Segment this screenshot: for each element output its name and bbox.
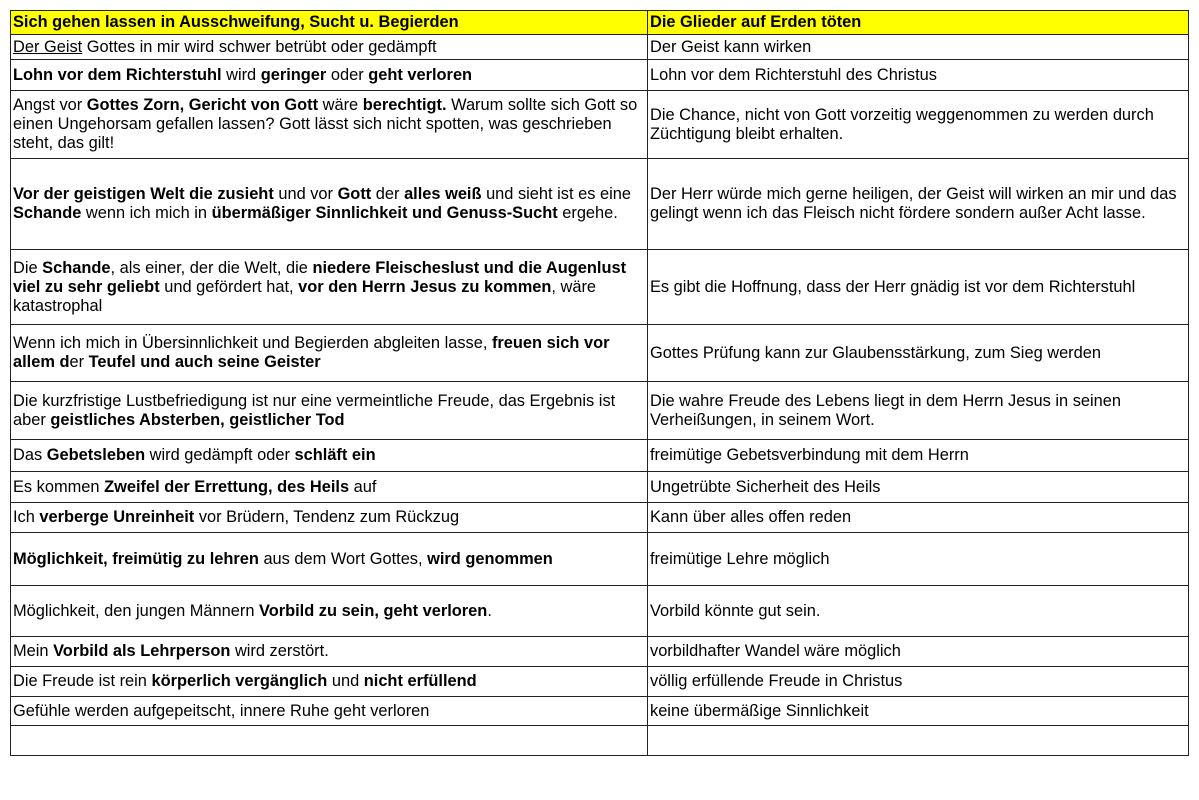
cell-text-segment: geistliches Absterben, geistlicher Tod <box>50 410 345 429</box>
cell-text-segment: Möglichkeit, den jungen Männern <box>13 601 260 620</box>
cell-text-segment: Der Herr würde mich gerne heiligen, der Geist will wirken an mir und das gelingt wenn ich das Fleisch nicht fördere sondern außer Acht lasse. <box>650 185 1177 222</box>
cell-text-segment: , als einer, der die Welt, die <box>110 258 313 277</box>
cell-text-segment: schläft ein <box>294 446 376 464</box>
table-cell-right[interactable] <box>648 35 1189 60</box>
cell-text-segment: berechtigt. <box>362 96 447 114</box>
cell-text-segment: nicht erfüllend <box>363 672 477 690</box>
cell-text-segment: Schande <box>13 204 82 222</box>
table-row <box>11 325 1189 382</box>
cell-text-segment: geht verloren <box>368 65 473 84</box>
cell-text-segment: Teufel und auch seine Geister <box>88 353 321 371</box>
cell-text-segment: verberge Unreinheit <box>39 508 195 526</box>
table-row <box>11 533 1189 586</box>
table-cell-right[interactable] <box>648 91 1189 159</box>
table-cell-left[interactable] <box>11 472 648 503</box>
cell-text-segment: Kann über alles offen reden <box>650 508 852 526</box>
cell-text-segment: vorbildhafter Wandel wäre möglich <box>650 642 901 660</box>
header-cell-right[interactable]: Die Glieder auf Erden töten <box>648 11 1189 35</box>
cell-text-segment: Schande <box>42 258 111 277</box>
table-cell-left[interactable] <box>11 667 648 697</box>
cell-text-segment: vor den Herrn Jesus zu kommen <box>298 277 552 296</box>
cell-text-segment: . <box>487 601 492 620</box>
table-row <box>11 250 1189 325</box>
cell-text-segment: völlig erfüllende Freude in Christus <box>650 672 903 690</box>
cell-text-segment: geringer <box>260 65 327 84</box>
table-cell-left[interactable] <box>11 60 648 91</box>
table-cell-right[interactable] <box>648 637 1189 667</box>
cell-text-segment: wird gedämpft oder <box>145 446 295 464</box>
cell-text-segment: Mein <box>13 642 54 660</box>
spreadsheet-sheet <box>10 10 1188 756</box>
cell-text-segment: oder <box>326 65 369 84</box>
cell-text-segment: Der Geist <box>13 37 83 56</box>
table-cell-left[interactable] <box>11 159 648 250</box>
header-row <box>11 11 1189 35</box>
cell-text-segment: Vorbild als Lehrperson <box>53 642 231 660</box>
cell-text-segment: Die Freude ist rein <box>13 672 152 690</box>
table-row <box>11 697 1189 726</box>
table-row <box>11 726 1189 756</box>
table-cell-left[interactable] <box>11 533 648 586</box>
cell-text-segment: Lohn vor dem Richterstuhl <box>13 65 222 84</box>
cell-text-segment: auf <box>349 477 377 496</box>
table-row <box>11 159 1189 250</box>
cell-text-segment: und sieht ist es eine <box>481 185 631 203</box>
cell-text-segment: alles weiß <box>404 185 482 203</box>
table-cell-left[interactable] <box>11 726 648 756</box>
cell-text-segment: Vorbild könnte gut sein. <box>650 601 821 620</box>
cell-text-segment: Vorbild zu sein, geht verloren <box>259 601 488 620</box>
cell-text-segment: Gefühle werden aufgepeitscht, innere Ruhe geht verloren <box>13 701 430 720</box>
cell-text-segment: wird genommen <box>427 549 553 568</box>
cell-text-segment: Wenn ich mich in Übersinnlichkeit und Begierden abgleiten lasse, <box>13 334 492 352</box>
cell-text-segment: wenn ich mich in <box>81 204 212 222</box>
cell-text-segment: freuen sich vor allem d <box>13 334 610 371</box>
table-row <box>11 91 1189 159</box>
cell-text-segment: Ungetrübte Sicherheit des Heils <box>650 477 881 496</box>
cell-text-segment: , wäre katastrophal <box>13 277 597 315</box>
cell-text-segment: Es gibt die Hoffnung, dass der Herr gnädig ist vor dem Richterstuhl <box>650 277 1136 296</box>
cell-text-segment: er <box>69 353 89 371</box>
cell-text-segment: wäre <box>318 96 363 114</box>
cell-text-segment: übermäßiger Sinnlichkeit und Genuss-Sucht <box>211 204 558 222</box>
cell-text-segment: wird zerstört. <box>230 642 329 660</box>
cell-text-segment: Zweifel der Errettung, des Heils <box>104 477 350 496</box>
table-row <box>11 586 1189 637</box>
header-cell-left[interactable]: Sich gehen lassen in Ausschweifung, Sucht u. Begierden <box>11 11 648 35</box>
table-cell-right[interactable] <box>648 726 1189 756</box>
table-cell-right[interactable] <box>648 250 1189 325</box>
table-cell-right[interactable] <box>648 60 1189 91</box>
table-cell-right[interactable] <box>648 533 1189 586</box>
table-cell-left[interactable] <box>11 503 648 533</box>
cell-text-segment: der <box>371 185 405 203</box>
cell-text-segment: niedere Fleischeslust und die Augenlust viel zu sehr geliebt <box>13 258 627 296</box>
table-cell-right[interactable] <box>648 325 1189 382</box>
table-cell-right[interactable] <box>648 586 1189 637</box>
cell-text-segment: und <box>327 672 364 690</box>
table-cell-left[interactable] <box>11 637 648 667</box>
cell-text-segment: Vor der geistigen Welt die zusieht <box>13 185 274 203</box>
table-row <box>11 60 1189 91</box>
table-cell-right[interactable] <box>648 159 1189 250</box>
cell-text-segment: Die <box>13 258 43 277</box>
cell-text-segment: körperlich vergänglich <box>151 672 328 690</box>
cell-text-segment: Ich <box>13 508 40 526</box>
cell-text-segment: ergehe. <box>557 204 618 222</box>
cell-text-segment: Es kommen <box>13 477 105 496</box>
cell-text-segment: und gefördert hat, <box>159 277 299 296</box>
cell-text-segment: und vor <box>273 185 338 203</box>
cell-text-segment: Möglichkeit, freimütig zu lehren <box>13 549 259 568</box>
comparison-table <box>10 10 1189 756</box>
table-cell-right[interactable] <box>648 472 1189 503</box>
cell-text-segment: Gottes Zorn, Gericht von Gott <box>86 96 319 114</box>
cell-text-segment: Gebetsleben <box>46 446 146 464</box>
table-cell-left[interactable] <box>11 697 648 726</box>
table-cell-left[interactable] <box>11 382 648 440</box>
cell-text-segment: freimütige Gebetsverbindung mit dem Herrn <box>650 446 969 464</box>
table-row <box>11 472 1189 503</box>
cell-text-segment: Das <box>13 446 47 464</box>
cell-text-segment: Warum sollte sich Gott so einen Ungehorsam gefallen lassen? Gott lässt sich nicht spotten, was geschrieben steht, das gilt! <box>13 96 638 152</box>
cell-text-segment: Gottes Prüfung kann zur Glaubensstärkung, zum Sieg werden <box>650 343 1101 362</box>
cell-text-segment: Gott <box>337 185 372 203</box>
cell-text-segment: Die Chance, nicht von Gott vorzeitig weggenommen zu werden durch Züchtigung bleibt erhalten. <box>650 105 1154 143</box>
table-row <box>11 35 1189 60</box>
cell-text-segment: Die kurzfristige Lustbefriedigung ist nur eine vermeintliche Freude, das Ergebnis ist aber <box>13 391 616 429</box>
table-cell-right[interactable] <box>648 667 1189 697</box>
table-cell-left[interactable] <box>11 586 648 637</box>
table-cell-left[interactable] <box>11 91 648 159</box>
cell-text-segment: Angst vor <box>13 96 87 114</box>
cell-text-segment: Die wahre Freude des Lebens liegt in dem Herrn Jesus in seinen Verheißungen, in seinem Wort. <box>650 391 1122 429</box>
table-cell-right[interactable] <box>648 503 1189 533</box>
cell-text-segment: freimütige Lehre möglich <box>650 549 830 568</box>
cell-text-segment: Gottes in mir wird schwer betrübt oder gedämpft <box>82 37 437 56</box>
table-row <box>11 382 1189 440</box>
table-cell-left[interactable] <box>11 440 648 472</box>
table-body <box>11 35 1189 756</box>
table-cell-left[interactable] <box>11 250 648 325</box>
table-cell-right[interactable] <box>648 382 1189 440</box>
cell-text-segment: vor Brüdern, Tendenz zum Rückzug <box>194 508 460 526</box>
table-cell-left[interactable] <box>11 35 648 60</box>
cell-text-segment: wird <box>221 65 261 84</box>
table-cell-right[interactable] <box>648 697 1189 726</box>
table-row <box>11 667 1189 697</box>
cell-text-segment: aus dem Wort Gottes, <box>258 549 428 568</box>
table-cell-right[interactable] <box>648 440 1189 472</box>
cell-text-segment: Lohn vor dem Richterstuhl des Christus <box>650 65 937 84</box>
table-row <box>11 637 1189 667</box>
table-row <box>11 440 1189 472</box>
table-cell-left[interactable] <box>11 325 648 382</box>
cell-text-segment: keine übermäßige Sinnlichkeit <box>650 701 869 720</box>
cell-text-segment: Der Geist kann wirken <box>650 37 812 56</box>
table-row <box>11 503 1189 533</box>
